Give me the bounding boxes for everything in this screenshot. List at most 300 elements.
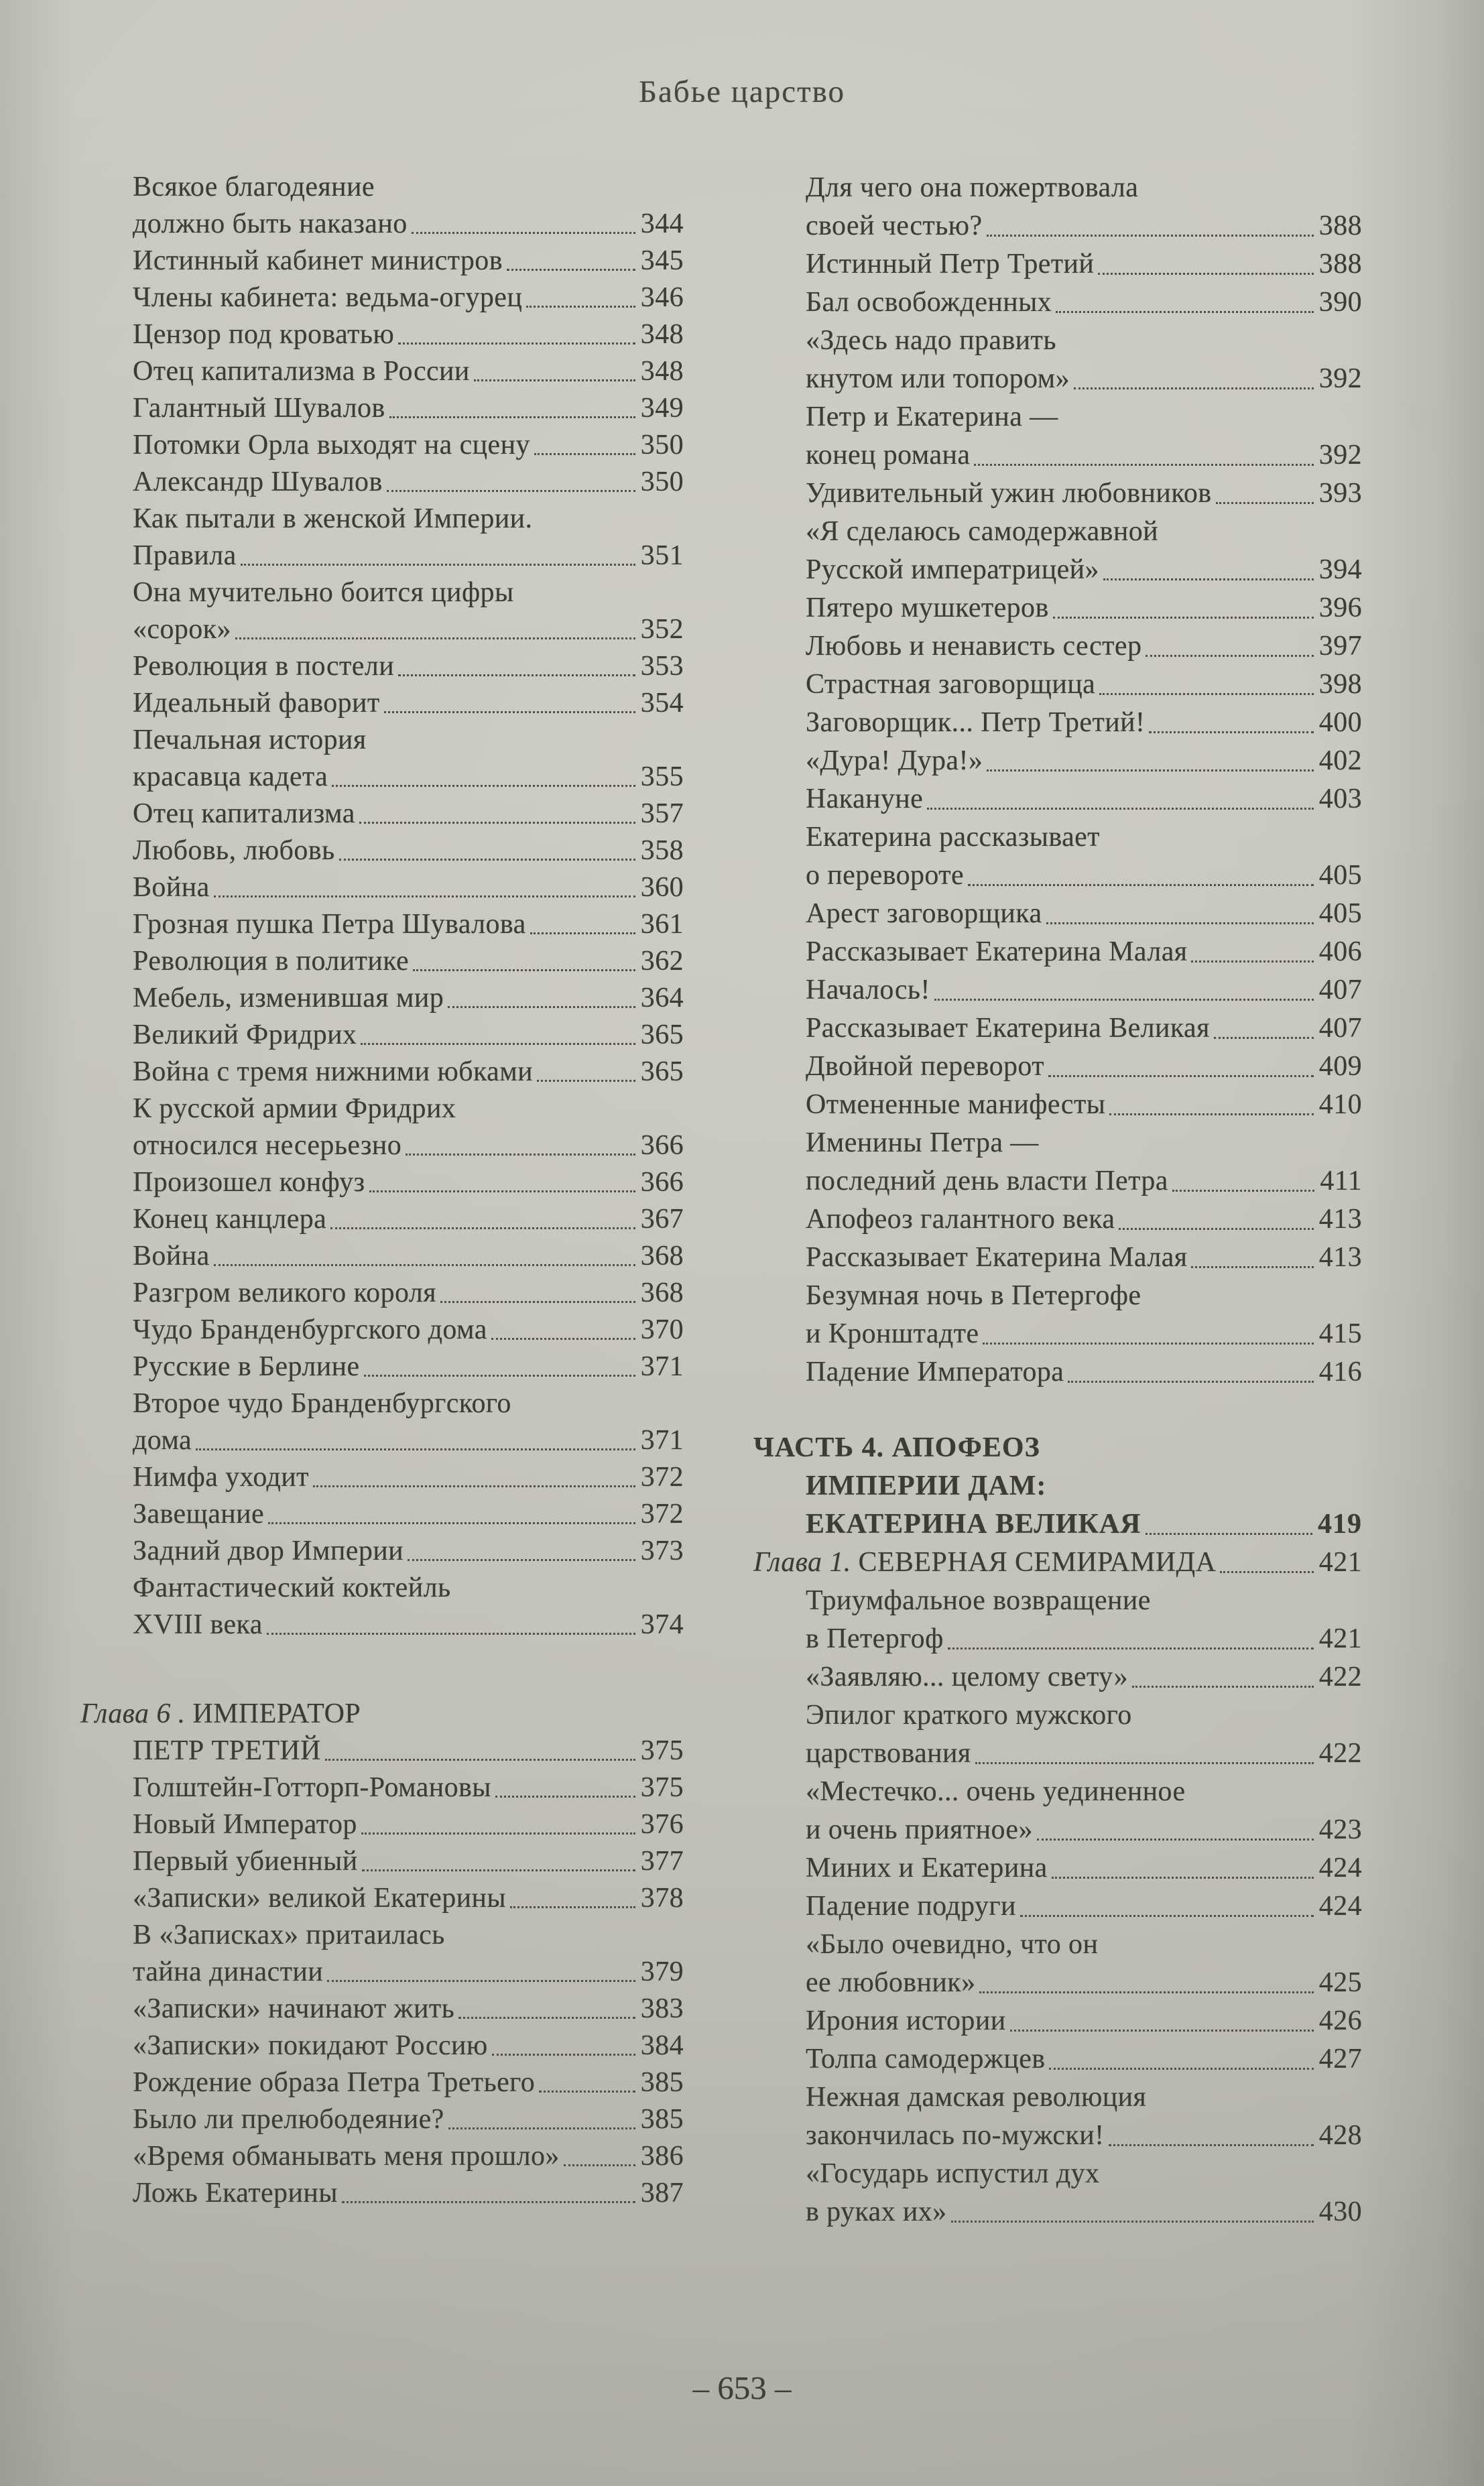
toc-line	[753, 742, 1362, 780]
toc-line	[80, 2175, 684, 2212]
toc-entry-title: «Я сделаюсь самодержавной	[806, 516, 1159, 547]
toc-line	[753, 780, 1362, 818]
toc-entry	[80, 1164, 684, 1201]
toc-page-number: 372	[640, 1499, 684, 1530]
toc-line	[80, 1385, 684, 1422]
toc-line	[753, 1620, 1362, 1658]
toc-entry-title: о перевороте	[806, 860, 965, 891]
toc-line	[80, 1733, 684, 1769]
toc-line	[80, 206, 684, 243]
dot-leader	[983, 1340, 1313, 1345]
toc-line	[753, 1887, 1362, 1926]
toc-page-number: 396	[1318, 593, 1362, 623]
toc-entry	[753, 245, 1362, 284]
toc-entry	[753, 1887, 1362, 1926]
toc-page-number: 375	[640, 1735, 684, 1766]
toc-entry-title: дома	[133, 1425, 192, 1456]
dot-leader	[539, 2088, 635, 2093]
toc-entry-title: Печальная история	[133, 725, 367, 755]
dot-leader	[241, 561, 635, 566]
dot-leader	[1099, 690, 1314, 695]
toc-entry	[80, 832, 684, 869]
toc-line	[753, 1429, 1362, 1467]
toc-entry-title: «Заявляю... целому свету»	[806, 1662, 1129, 1692]
toc-page-number: 393	[1318, 478, 1362, 509]
toc-entry-title: «Записки» покидают Россию	[133, 2030, 488, 2061]
toc-line	[80, 832, 684, 869]
toc-page-number: 416	[1318, 1357, 1362, 1387]
toc-page-number: 366	[640, 1130, 684, 1161]
toc-page-number: 357	[640, 798, 684, 829]
toc-page-number: 368	[640, 1278, 684, 1308]
toc-entry	[80, 1769, 684, 1806]
toc-line	[80, 906, 684, 943]
toc-entry-title: Бал освобожденных	[806, 287, 1052, 318]
chapter-prefix: Глава 6 .	[80, 1698, 186, 1729]
dot-leader	[387, 487, 635, 492]
toc-line	[80, 2064, 684, 2101]
toc-part-heading	[753, 1429, 1362, 1544]
toc-page-number: 377	[640, 1846, 684, 1877]
toc-page-number: 387	[640, 2178, 684, 2209]
toc-entry	[80, 1459, 684, 1496]
toc-entry-title: относился несерьезно	[133, 1130, 402, 1161]
toc-page-number: 349	[640, 393, 684, 424]
toc-line	[80, 685, 684, 722]
toc-entry	[753, 818, 1362, 895]
toc-entry-title: Рассказывает Екатерина Малая	[806, 1242, 1188, 1273]
toc-entry-title: Революция в политике	[133, 946, 410, 977]
toc-entry-title: Нимфа уходит	[133, 1462, 309, 1493]
toc-entry-title: Отец капитализма	[133, 798, 355, 829]
toc-entry-title: Члены кабинета: ведьма-огурец	[133, 282, 523, 313]
dot-leader	[408, 1556, 635, 1561]
toc-line	[753, 1009, 1362, 1048]
toc-page-number: 351	[640, 540, 684, 571]
toc-entry-title: Война	[133, 1241, 210, 1271]
toc-entry-title: XVIII века	[133, 1609, 263, 1640]
toc-chapter-heading	[753, 1544, 1362, 1582]
toc-line	[753, 933, 1362, 971]
toc-line	[753, 589, 1362, 627]
toc-page-number: 407	[1318, 975, 1362, 1005]
toc-line	[753, 1086, 1362, 1124]
toc-page-number: 383	[640, 1993, 684, 2024]
toc-line	[80, 1806, 684, 1843]
toc-page-number: 350	[640, 430, 684, 460]
toc-page-number: 409	[1318, 1051, 1362, 1082]
dot-leader	[1037, 1836, 1314, 1841]
toc-entry-title: Любовь и ненависть сестер	[806, 631, 1142, 662]
chapter-prefix: Глава 1.	[753, 1547, 851, 1578]
toc-entry-title: Она мучительно боится цифры	[133, 577, 514, 608]
toc-entry	[753, 1849, 1362, 1887]
toc-entry	[80, 1091, 684, 1164]
dot-leader	[1053, 614, 1314, 619]
dot-leader	[948, 1645, 1314, 1650]
toc-entry	[80, 390, 684, 427]
dot-leader	[1048, 1072, 1314, 1077]
toc-entry	[753, 704, 1362, 742]
toc-page-number: 366	[640, 1167, 684, 1198]
toc-page-number: 348	[640, 319, 684, 350]
dot-leader	[214, 893, 635, 897]
toc-line	[753, 1735, 1362, 1773]
toc-line	[753, 1811, 1362, 1849]
toc-entry	[80, 1312, 684, 1349]
toc-page-number: 371	[640, 1351, 684, 1382]
toc-entry	[753, 322, 1362, 398]
toc-page-number: 413	[1318, 1242, 1362, 1273]
toc-entry-title: Всякое благодеяние	[133, 172, 375, 202]
toc-page-number: 405	[1318, 860, 1362, 891]
toc-line	[80, 353, 684, 390]
dot-leader	[1146, 1530, 1312, 1535]
toc-entry-title: и очень приятное»	[806, 1814, 1033, 1845]
toc-entry-title: «Здесь надо править	[806, 325, 1056, 356]
toc-line	[80, 1275, 684, 1312]
dot-leader	[235, 635, 635, 639]
toc-page-number: 421	[1318, 1547, 1362, 1578]
toc-chapter-heading	[80, 1696, 684, 1769]
toc-line	[80, 2138, 684, 2175]
toc-entry	[753, 1773, 1362, 1849]
toc-entry	[753, 933, 1362, 971]
toc-page-number: 394	[1318, 554, 1362, 585]
toc-entry	[753, 1353, 1362, 1391]
toc-page-number: 400	[1318, 707, 1362, 738]
dot-leader	[1220, 1568, 1313, 1573]
dot-leader	[342, 2198, 635, 2203]
toc-line	[80, 1238, 684, 1275]
toc-entry	[80, 427, 684, 464]
toc-entry-title: «сорок»	[133, 614, 231, 645]
toc-entry	[80, 1880, 684, 1917]
toc-entry	[80, 316, 684, 353]
toc-entry	[753, 1658, 1362, 1696]
toc-entry-title: Чудо Бранденбургского дома	[133, 1314, 487, 1345]
toc-entry-title: Цензор под кроватью	[133, 319, 395, 350]
toc-line	[753, 1582, 1362, 1620]
toc-line	[80, 869, 684, 906]
toc-page-number: 365	[640, 1056, 684, 1087]
dot-leader	[927, 805, 1314, 810]
toc-entry	[753, 2078, 1362, 2155]
toc-entry-title: Для чего она пожертвовала	[806, 172, 1139, 203]
toc-entry	[80, 2101, 684, 2138]
toc-entry	[80, 574, 684, 648]
toc-page-number: 392	[1318, 440, 1362, 471]
toc-page-number: 411	[1320, 1166, 1362, 1196]
dot-leader	[537, 1077, 635, 1082]
toc-line	[753, 857, 1362, 895]
toc-page-number: 390	[1318, 287, 1362, 318]
toc-page-number: 376	[640, 1809, 684, 1840]
toc-page-number: 360	[640, 872, 684, 903]
toc-line	[80, 648, 684, 685]
dot-leader	[975, 1759, 1314, 1764]
dot-leader	[1146, 652, 1313, 657]
toc-page-number: 397	[1318, 631, 1362, 662]
toc-entry-title: Новый Император	[133, 1809, 357, 1840]
toc-page-number: 374	[640, 1609, 684, 1640]
toc-line	[80, 279, 684, 316]
dot-leader	[413, 967, 635, 971]
toc-line	[80, 1459, 684, 1496]
dot-leader	[196, 1446, 635, 1450]
toc-entry-title: Миних и Екатерина	[806, 1853, 1048, 1883]
toc-entry-title: Ирония истории	[806, 2005, 1006, 2036]
toc-entry	[80, 1991, 684, 2028]
toc-line	[753, 1124, 1362, 1162]
toc-entry-title: Отмененные манифесты	[806, 1089, 1106, 1120]
toc-page-number: 430	[1318, 2196, 1362, 2227]
toc-entry-title: Революция в постели	[133, 651, 395, 682]
toc-entry-title: Триумфальное возвращение	[806, 1585, 1151, 1616]
toc-entry	[80, 353, 684, 390]
toc-line	[80, 574, 684, 611]
toc-entry-title: Было ли прелюбодеяние?	[133, 2104, 444, 2135]
toc-entry-title: Толпа самодержцев	[806, 2044, 1046, 2074]
toc-entry	[80, 1533, 684, 1570]
toc-entry-title: должно быть наказано	[133, 208, 408, 239]
toc-page-number: 353	[640, 651, 684, 682]
dot-leader	[1020, 1912, 1314, 1917]
toc-entry-title: Правила	[133, 540, 237, 571]
toc-line	[753, 1162, 1362, 1200]
toc-page-number: 345	[640, 245, 684, 276]
toc-entry	[80, 2138, 684, 2175]
dot-leader	[398, 672, 635, 676]
toc-page-number: 392	[1318, 363, 1362, 394]
toc-column-right	[753, 169, 1362, 2231]
toc-page-number: 367	[640, 1204, 684, 1235]
toc-entry-title: Рассказывает Екатерина Малая	[806, 936, 1188, 967]
toc-line	[753, 551, 1362, 589]
toc-entry	[80, 648, 684, 685]
toc-page-number: 410	[1318, 1089, 1362, 1120]
toc-page-number: 403	[1318, 784, 1362, 814]
toc-entry	[753, 1009, 1362, 1048]
toc-page-number: 386	[640, 2141, 684, 2172]
toc-entry-title: Задний двор Империи	[133, 1536, 404, 1566]
toc-line	[753, 1048, 1362, 1086]
toc-page-number: 425	[1318, 1967, 1362, 1998]
toc-entry-title: «Государь испустил дух	[806, 2158, 1100, 2189]
dot-leader	[332, 782, 635, 787]
toc-entry	[80, 943, 684, 980]
toc-entry-title: Русские в Берлине	[133, 1351, 360, 1382]
toc-entry	[753, 1582, 1362, 1658]
dot-leader	[1149, 729, 1313, 733]
toc-entry-title: Война	[133, 872, 210, 903]
toc-entry-title: Галантный Шувалов	[133, 393, 385, 424]
toc-entry	[80, 464, 684, 501]
toc-line	[80, 980, 684, 1017]
toc-page-number: 358	[640, 835, 684, 866]
dot-leader	[1056, 308, 1314, 313]
toc-line	[753, 1200, 1362, 1239]
dot-leader	[398, 340, 635, 345]
toc-entry	[80, 1201, 684, 1238]
dot-leader	[526, 303, 635, 308]
toc-line	[753, 2117, 1362, 2155]
dot-leader	[491, 1335, 635, 1340]
dot-leader	[364, 1372, 635, 1377]
toc-page-number: 375	[640, 1772, 684, 1803]
dot-leader	[384, 708, 635, 713]
dot-leader	[458, 2014, 635, 2019]
dot-leader	[530, 930, 635, 934]
toc-page-number: 371	[640, 1425, 684, 1456]
toc-entry	[753, 1124, 1362, 1200]
toc-line	[80, 1917, 684, 1954]
toc-line	[80, 722, 684, 759]
toc-entry	[80, 1496, 684, 1533]
dot-leader	[968, 881, 1314, 886]
toc-line	[80, 1422, 684, 1459]
toc-entry	[80, 279, 684, 316]
toc-page-number: 344	[640, 208, 684, 239]
dot-leader	[1119, 1225, 1313, 1230]
toc-line	[753, 1696, 1362, 1735]
toc-line	[80, 1091, 684, 1127]
dot-leader	[1109, 1111, 1313, 1115]
toc-entry	[80, 501, 684, 574]
dot-leader	[951, 2218, 1314, 2223]
toc-line	[80, 1164, 684, 1201]
toc-page-number: 372	[640, 1462, 684, 1493]
toc-entry	[753, 666, 1362, 704]
toc-entry-title: «Местечко... очень уединенное	[806, 1776, 1186, 1807]
toc-entry-title: Ложь Екатерины	[133, 2178, 338, 2209]
toc-line	[80, 1843, 684, 1880]
toc-entry-title: ЕКАТЕРИНА ВЕЛИКАЯ	[806, 1509, 1141, 1540]
toc-entry	[80, 2064, 684, 2101]
toc-page-number: 406	[1318, 936, 1362, 967]
dot-leader	[1191, 1263, 1313, 1268]
toc-entry-title: ее любовник»	[806, 1967, 976, 1998]
toc-entry-title: царствования	[806, 1738, 971, 1769]
dot-leader	[1172, 1187, 1315, 1192]
toc-entry-title: закончилась по-мужски!	[806, 2120, 1105, 2151]
toc-entry-title: Отец капитализма в России	[133, 356, 470, 387]
toc-entry-title: Безумная ночь в Петергофе	[806, 1280, 1141, 1311]
toc-page-number: 346	[640, 282, 684, 313]
dot-leader	[1132, 1683, 1314, 1688]
toc-entry-title: Эпилог краткого мужского	[806, 1700, 1132, 1731]
toc-entry-title: Фантастический коктейль	[133, 1572, 451, 1603]
dot-leader	[1068, 1378, 1313, 1383]
toc-page-number: 426	[1318, 2005, 1362, 2036]
toc-entry-title: Конец канцлера	[133, 1204, 327, 1235]
toc-line	[753, 818, 1362, 857]
toc-entry	[753, 1200, 1362, 1239]
toc-entry	[80, 1385, 684, 1459]
toc-page-number: 364	[640, 983, 684, 1013]
toc-line	[753, 1849, 1362, 1887]
toc-column-left	[80, 169, 684, 2231]
dot-leader	[412, 229, 635, 234]
toc-entry-title: Мебель, изменившая мир	[133, 983, 444, 1013]
dot-leader	[406, 1151, 635, 1156]
toc-page-number: 370	[640, 1314, 684, 1345]
toc-entry	[753, 780, 1362, 818]
toc-entry-title: своей честью?	[806, 210, 983, 241]
dot-leader	[339, 856, 635, 861]
dot-leader	[510, 1904, 635, 1908]
toc-entry	[753, 2040, 1362, 2078]
dot-leader	[492, 2051, 635, 2056]
toc-line	[80, 2101, 684, 2138]
toc-line	[80, 1349, 684, 1385]
dot-leader	[361, 1830, 635, 1835]
dot-leader	[267, 1630, 635, 1635]
toc-entry-title: В «Записках» притаилась	[133, 1920, 445, 1950]
toc-entry	[80, 169, 684, 243]
toc-entry	[753, 1926, 1362, 2002]
toc-entry	[753, 398, 1362, 475]
toc-page-number: 365	[640, 1019, 684, 1050]
toc-entry-title: Разгром великого короля	[133, 1278, 436, 1308]
dot-leader	[1049, 2065, 1313, 2070]
dot-leader	[1074, 385, 1314, 389]
toc-line	[80, 759, 684, 796]
toc-entry-title: Нежная дамская революция	[806, 2082, 1147, 2113]
dot-leader	[974, 461, 1313, 466]
toc-entry-title: Истинный кабинет министров	[133, 245, 503, 276]
toc-line	[753, 895, 1362, 933]
dot-leader	[359, 819, 635, 824]
toc-entry	[80, 1570, 684, 1643]
toc-entry-title: Идеальный фаворит	[133, 688, 380, 719]
dot-leader	[448, 1003, 635, 1008]
toc-entry-title: К русской армии Фридрих	[133, 1093, 456, 1124]
toc-line	[753, 398, 1362, 436]
toc-line	[753, 627, 1362, 666]
toc-entry	[753, 1277, 1362, 1353]
toc-line	[80, 243, 684, 279]
dot-leader	[1216, 499, 1314, 504]
toc-entry-title: «Время обманывать меня прошло»	[133, 2141, 560, 2172]
page-number: – 653 –	[692, 2369, 792, 2406]
toc-entry	[80, 1275, 684, 1312]
toc-page-number: 354	[640, 688, 684, 719]
toc-entry	[753, 589, 1362, 627]
dot-leader	[507, 266, 635, 271]
toc-page-number: 368	[640, 1241, 684, 1271]
toc-entry	[753, 1696, 1362, 1773]
toc-page-number: 385	[640, 2067, 684, 2098]
toc-page-number: 384	[640, 2030, 684, 2061]
toc-entry	[80, 796, 684, 832]
dot-leader	[330, 1225, 635, 1229]
toc-line	[80, 1991, 684, 2028]
toc-line	[753, 1315, 1362, 1353]
toc-line	[753, 360, 1362, 398]
toc-line	[80, 1880, 684, 1917]
toc-entry	[753, 1086, 1362, 1124]
toc-entry-title: Завещание	[133, 1499, 265, 1530]
toc-page-number: 398	[1318, 669, 1362, 700]
toc-entry-title: Заговорщик... Петр Третий!	[806, 707, 1146, 738]
toc-entry-title: Потомки Орла выходят на сцену	[133, 430, 530, 460]
toc-entry	[80, 722, 684, 796]
toc-entry	[753, 1048, 1362, 1086]
toc-entry-title: Апофеоз галантного века	[806, 1204, 1115, 1235]
toc-entry	[753, 2002, 1362, 2040]
toc-entry	[753, 513, 1362, 589]
